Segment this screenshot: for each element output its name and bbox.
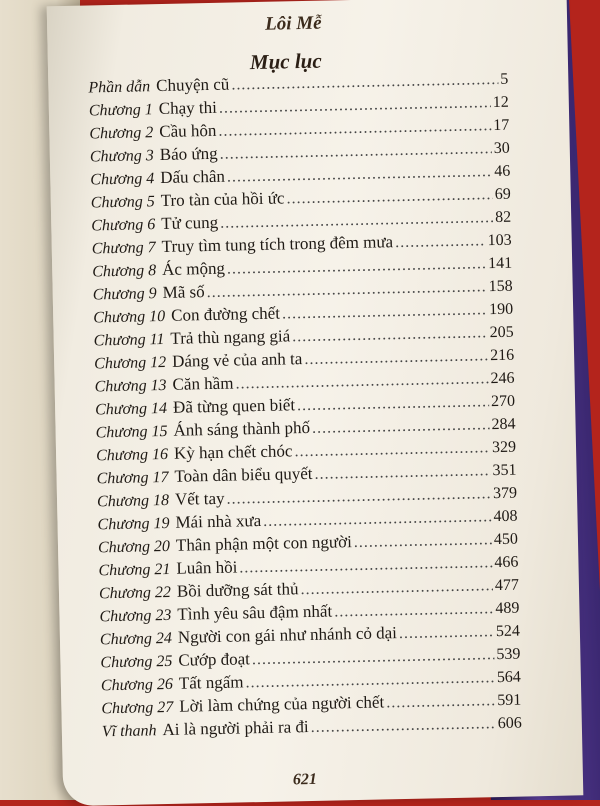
book-page [47, 0, 584, 806]
leader-dots [292, 324, 488, 346]
leader-dots [286, 186, 493, 208]
toc-entry-label: Chương 5 [90, 193, 155, 212]
table-of-contents [88, 69, 522, 745]
toc-entry-label: Chương 1 [88, 101, 153, 120]
toc-entry-label: Chương 26 [100, 675, 174, 695]
toc-entry-label: Chương 2 [89, 124, 154, 143]
toc-heading: Mục lục [249, 48, 322, 75]
leader-dots [282, 301, 488, 323]
leader-dots [245, 669, 495, 692]
toc-entry-page: 591 [497, 691, 522, 710]
toc-entry-page: 82 [495, 208, 512, 227]
toc-entry-title: Dấu chân [160, 166, 226, 188]
toc-entry-page: 450 [493, 530, 519, 549]
toc-entry-page: 69 [494, 185, 511, 204]
toc-entry-title: Chạy thi [158, 97, 218, 119]
toc-entry-page: 270 [490, 392, 516, 411]
toc-entry-title: Lời làm chứng của người chết [179, 692, 385, 716]
toc-entry-label: Chương 15 [95, 422, 168, 442]
toc-entry-title: Bồi dưỡng sát thủ [176, 579, 299, 601]
toc-entry-title: Ai là người phải ra đi [162, 717, 309, 740]
toc-entry-page: 158 [488, 277, 513, 296]
toc-entry-title: Cầu hôn [159, 120, 217, 142]
leader-dots [263, 508, 492, 531]
leader-dots [231, 71, 498, 95]
toc-entry-page: 30 [493, 139, 510, 158]
leader-dots [386, 692, 495, 712]
toc-entry-label: Chương 14 [94, 399, 168, 419]
toc-entry-label: Chương 20 [97, 537, 171, 557]
toc-entry-label: Chương 7 [91, 239, 156, 258]
leader-dots [207, 278, 487, 302]
toc-entry-label: Chương 6 [91, 216, 156, 235]
leader-dots [334, 600, 494, 621]
toc-entry-page: 46 [494, 162, 511, 181]
toc-entry-page: 329 [491, 438, 517, 457]
toc-entry-page: 379 [492, 484, 518, 503]
toc-entry-label: Chương 10 [93, 307, 166, 327]
toc-entry-label: Chương 4 [90, 170, 155, 189]
toc-entry-label: Chương 25 [100, 652, 173, 672]
page-number: 621 [292, 770, 318, 789]
toc-entry-label: Chương 21 [98, 560, 171, 580]
toc-entry-title: Tro tàn của hồi ức [160, 188, 285, 211]
toc-entry-title: Kỳ hạn chết chóc [173, 441, 293, 463]
leader-dots [354, 531, 493, 552]
toc-entry-label: Chương 8 [92, 262, 157, 281]
toc-entry-label: Chương 27 [101, 698, 174, 718]
leader-dots [219, 140, 492, 164]
toc-entry-label: Chương 3 [89, 147, 154, 166]
leader-dots [220, 209, 493, 233]
leader-dots [300, 577, 493, 599]
toc-entry-title: Người con gái như nhánh cỏ dại [177, 623, 398, 647]
leader-dots [227, 255, 487, 278]
toc-entry-label: Vĩ thanh [101, 722, 157, 741]
toc-entry-title: Toàn dân biểu quyết [174, 463, 313, 486]
toc-entry-label: Chương 11 [93, 330, 165, 350]
toc-entry-page: 489 [495, 599, 520, 618]
toc-entry-label: Chương 9 [92, 285, 157, 304]
toc-entry-label: Chương 24 [99, 629, 173, 649]
toc-entry-title: Mã số [162, 282, 205, 303]
toc-entry-page: 606 [497, 714, 522, 733]
toc-entry-page: 524 [495, 622, 521, 641]
toc-entry-label: Chương 13 [94, 376, 167, 396]
leader-dots [239, 554, 492, 577]
leader-dots [310, 715, 496, 737]
toc-entry-title: Vết tay [174, 488, 225, 509]
toc-entry-label: Chương 19 [97, 514, 170, 534]
toc-entry-title: Dáng vẻ của anh ta [171, 349, 303, 371]
leader-dots [304, 347, 488, 369]
toc-entry-title: Tất ngấm [178, 672, 244, 693]
toc-entry-page: 539 [496, 645, 521, 664]
toc-entry-page: 246 [490, 369, 515, 388]
toc-entry-title: Ánh sáng thành phố [173, 417, 311, 440]
toc-entry-label: Chương 16 [95, 445, 169, 465]
toc-entry-title: Chuyện cũ [155, 74, 230, 96]
toc-entry-page: 190 [488, 300, 514, 319]
toc-entry-label: Chương 18 [96, 491, 170, 511]
toc-entry-page: 17 [493, 116, 510, 135]
leader-dots [226, 485, 491, 509]
leader-dots [235, 370, 488, 393]
toc-entry-label: Chương 17 [96, 468, 169, 488]
toc-entry-page: 477 [494, 576, 520, 595]
toc-entry-title: Mái nhà xưa [175, 510, 262, 532]
toc-entry-label: Chương 12 [94, 353, 167, 373]
toc-entry-page: 5 [500, 70, 509, 88]
toc-entry-page: 216 [489, 346, 515, 365]
toc-entry-page: 466 [494, 553, 519, 572]
toc-entry-page: 408 [493, 507, 518, 526]
leader-dots [219, 94, 491, 118]
toc-entry-page: 205 [489, 323, 514, 342]
toc-entry-page: 564 [496, 668, 522, 687]
toc-entry-label: Phần dẫn [88, 78, 151, 97]
leader-dots [218, 117, 491, 141]
toc-entry-page: 351 [492, 461, 517, 480]
toc-entry-title: Con đường chết [170, 303, 281, 325]
leader-dots [314, 462, 490, 484]
toc-entry-title: Thân phận một con người [175, 532, 353, 555]
toc-entry-page: 284 [491, 415, 516, 434]
running-head-title: Lôi Mễ [264, 12, 322, 35]
toc-entry-title: Trả thù ngang giá [170, 326, 291, 348]
toc-entry-page: 141 [487, 254, 513, 273]
toc-entry-title: Cướp đoạt [178, 649, 251, 670]
leader-dots [227, 163, 493, 187]
toc-entry-title: Căn hầm [172, 373, 234, 394]
toc-entry-title: Đã từng quen biết [172, 395, 296, 417]
leader-dots [395, 232, 486, 252]
toc-entry-title: Luân hồi [176, 557, 238, 578]
toc-entry-page: 103 [487, 231, 512, 250]
leader-dots [399, 623, 494, 643]
toc-entry-title: Tình yêu sâu đậm nhất [177, 601, 333, 624]
toc-entry-title: Báo ứng [159, 143, 218, 165]
leader-dots [297, 393, 489, 415]
toc-entry-label: Chương 22 [98, 583, 172, 603]
leader-dots [294, 439, 490, 461]
leader-dots [252, 646, 495, 669]
leader-dots [312, 416, 490, 438]
toc-entry-title: Ác mộng [161, 258, 226, 280]
toc-entry-title: Tử cung [161, 212, 219, 234]
toc-entry-page: 12 [492, 93, 509, 112]
toc-entry-title: Truy tìm tung tích trong đêm mưa [161, 232, 394, 257]
toc-entry-label: Chương 23 [99, 606, 172, 626]
